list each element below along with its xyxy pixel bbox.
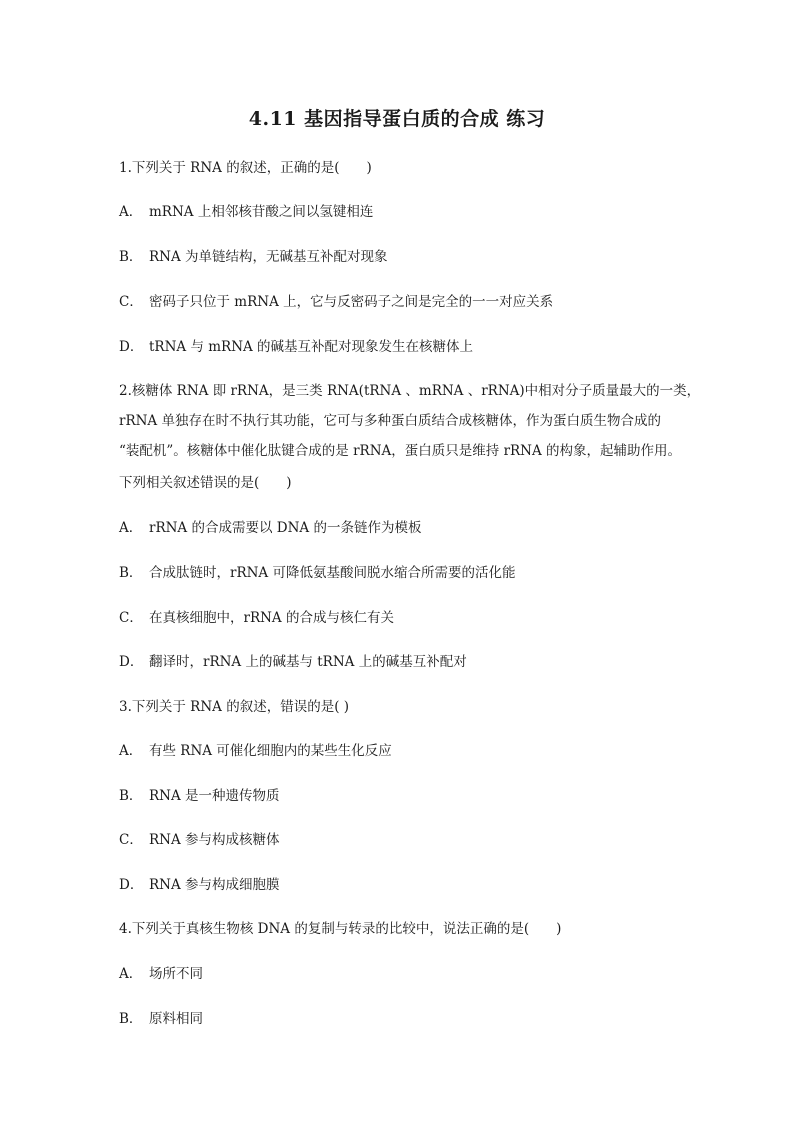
- q2-option-c: [119, 608, 394, 628]
- q3-option-a: [119, 741, 392, 761]
- q1-stem: 1.下列关于 RNA 的叙述，正确的是( ): [119, 160, 372, 176]
- option-text: RNA 是一种遗传物质: [149, 788, 280, 804]
- option-letter: A．: [119, 520, 143, 536]
- option-letter: B．: [119, 1011, 143, 1027]
- option-text: RNA 参与构成核糖体: [149, 832, 280, 848]
- option-text: 有些 RNA 可催化细胞内的某些生化反应: [149, 743, 392, 759]
- q2-option-a: [119, 518, 421, 538]
- q4-option-a: [119, 964, 203, 984]
- option-text: 在真核细胞中，rRNA 的合成与核仁有关: [149, 610, 394, 626]
- option-text: tRNA 与 mRNA 的碱基互补配对现象发生在核糖体上: [149, 339, 474, 355]
- q1-option-b: [119, 247, 388, 267]
- option-letter: A．: [119, 966, 143, 982]
- option-text: mRNA 上相邻核苷酸之间以氢键相连: [149, 204, 374, 220]
- option-letter: C．: [119, 610, 143, 626]
- option-text: 翻译时，rRNA 上的碱基与 tRNA 上的碱基互补配对: [149, 654, 467, 670]
- q2-option-d: [119, 652, 467, 672]
- option-text: 密码子只位于 mRNA 上，它与反密码子之间是完全的一一对应关系: [149, 294, 554, 310]
- q2-option-b: [119, 563, 515, 583]
- q4-stem: 4.下列关于真核生物核 DNA 的复制与转录的比较中，说法正确的是( ): [119, 921, 562, 937]
- q2-stem-line-4: 下列相关叙述错误的是( ): [119, 475, 292, 491]
- option-text: rRNA 的合成需要以 DNA 的一条链作为模板: [149, 520, 422, 536]
- option-letter: B．: [119, 565, 143, 581]
- q3-stem: 3.下列关于 RNA 的叙述，错误的是( ): [119, 699, 350, 715]
- option-letter: D．: [119, 339, 144, 355]
- option-letter: C．: [119, 294, 143, 310]
- option-text: RNA 为单链结构，无碱基互补配对现象: [149, 249, 388, 265]
- option-letter: A．: [119, 204, 143, 220]
- option-letter: A．: [119, 743, 143, 759]
- option-letter: B．: [119, 788, 143, 804]
- option-letter: D．: [119, 654, 144, 670]
- option-text: 合成肽链时，rRNA 可降低氨基酸间脱水缩合所需要的活化能: [149, 565, 516, 581]
- option-text: 场所不同: [149, 966, 203, 982]
- q3-option-b: [119, 786, 280, 806]
- q2-stem-line-2: rRNA 单独存在时不执行其功能，它可与多种蛋白质结合成核糖体，作为蛋白质生物合成的: [119, 413, 661, 429]
- option-letter: C．: [119, 832, 143, 848]
- q1-option-c: [119, 292, 553, 312]
- page-title: 4.11 基因指导蛋白质的合成 练习: [248, 108, 546, 130]
- q1-option-d: [119, 337, 473, 357]
- q4-option-b: [119, 1009, 203, 1029]
- option-letter: D．: [119, 877, 144, 893]
- option-letter: B．: [119, 249, 143, 265]
- q1-option-a: [119, 202, 373, 222]
- q3-option-c: [119, 830, 280, 850]
- q3-option-d: [119, 875, 280, 895]
- q2-stem-line-1: 2.核糖体 RNA 即 rRNA，是三类 RNA(tRNA 、mRNA 、rRNA)中相对分子质量最大的一类，: [119, 383, 701, 399]
- option-text: 原料相同: [149, 1011, 203, 1027]
- q2-stem-line-3: “装配机”。核糖体中催化肽键合成的是 rRNA，蛋白质只是维持 rRNA 的构象，起辅助作用。: [119, 443, 682, 459]
- option-text: RNA 参与构成细胞膜: [149, 877, 280, 893]
